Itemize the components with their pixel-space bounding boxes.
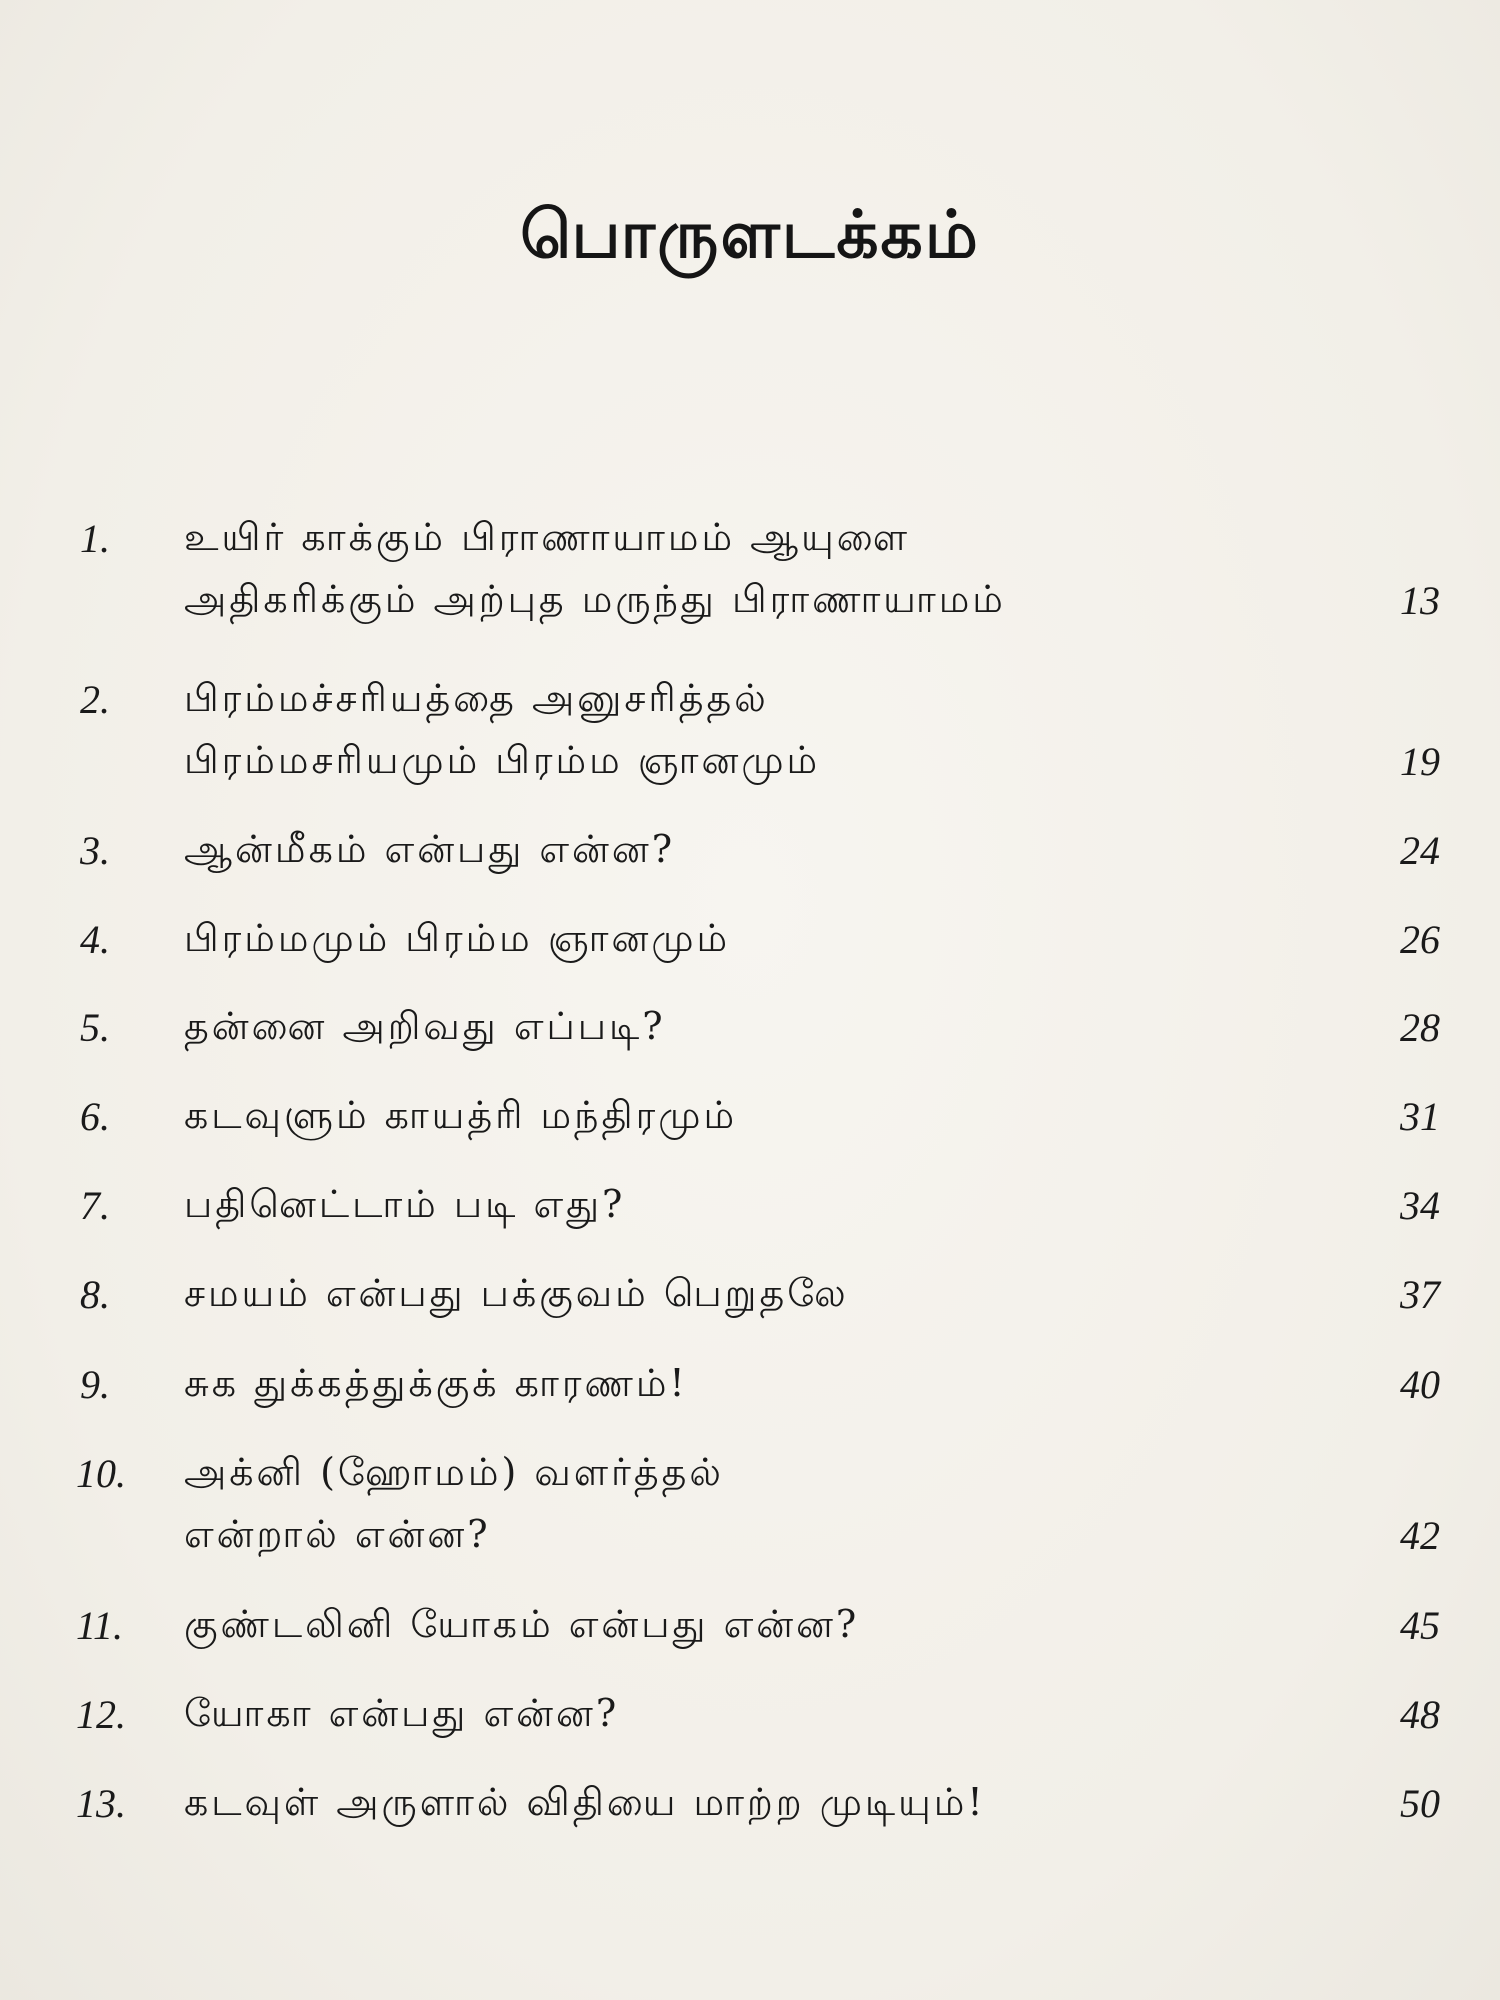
entry-page-number: 13 (1400, 578, 1440, 623)
entry-title-line: தன்னை அறிவது எப்படி? (184, 1004, 666, 1048)
entry-number: 3. (80, 828, 110, 873)
entry-title-line: என்றால் என்ன? (184, 1512, 491, 1556)
entry-number: 10. (76, 1451, 126, 1496)
entry-title-line: பிரம்மச்சரியத்தை அனுசரித்தல் (184, 676, 769, 720)
entry-title-line: சமயம் என்பது பக்குவம் பெறுதலே (184, 1271, 849, 1315)
entry-page-number: 28 (1400, 1005, 1440, 1050)
entry-title-line: யோகா என்பது என்ன? (184, 1691, 620, 1735)
entry-number: 5. (80, 1005, 110, 1050)
entry-page-number: 24 (1400, 828, 1440, 873)
entry-number: 6. (80, 1094, 110, 1139)
entry-number: 11. (76, 1603, 124, 1648)
entry-page-number: 26 (1400, 917, 1440, 962)
entry-title-line: கடவுள் அருளால் விதியை மாற்ற முடியும்! (184, 1780, 986, 1824)
entry-page-number: 31 (1400, 1094, 1440, 1139)
entry-title-line: பதினெட்டாம் படி எது? (184, 1182, 626, 1226)
entry-page-number: 45 (1400, 1603, 1440, 1648)
entry-number: 9. (80, 1362, 110, 1407)
entry-page-number: 19 (1400, 739, 1440, 784)
entry-page-number: 37 (1400, 1272, 1440, 1317)
entry-title-line: கடவுளும் காயத்ரி மந்திரமும் (184, 1093, 738, 1137)
entry-title-line: அதிகரிக்கும் அற்புத மருந்து பிராணாயாமம் (184, 577, 1006, 621)
entry-page-number: 40 (1400, 1362, 1440, 1407)
entry-number: 8. (80, 1272, 110, 1317)
entry-title-line: உயிர் காக்கும் பிராணாயாமம் ஆயுளை (184, 515, 910, 559)
entry-title-line: பிரம்மசரியமும் பிரம்ம ஞானமும் (184, 738, 821, 782)
entry-page-number: 50 (1400, 1781, 1440, 1826)
entry-number: 13. (76, 1781, 126, 1826)
entry-title-line: சுக துக்கத்துக்குக் காரணம்! (184, 1361, 688, 1405)
entry-title-line: ஆன்மீகம் என்பது என்ன? (184, 827, 676, 871)
entry-title-line: அக்னி (ஹோமம்) வளர்த்தல் (184, 1450, 724, 1494)
entry-number: 1. (80, 516, 110, 561)
entry-number: 2. (80, 677, 110, 722)
entry-page-number: 48 (1400, 1692, 1440, 1737)
entry-number: 7. (80, 1183, 110, 1228)
entry-page-number: 34 (1400, 1183, 1440, 1228)
entry-page-number: 42 (1400, 1513, 1440, 1558)
entry-number: 12. (76, 1692, 126, 1737)
page-title: பொருளடக்கம் (520, 195, 980, 273)
entry-title-line: பிரம்மமும் பிரம்ம ஞானமும் (184, 916, 731, 960)
entry-number: 4. (80, 917, 110, 962)
entry-title-line: குண்டலினி யோகம் என்பது என்ன? (184, 1602, 860, 1646)
